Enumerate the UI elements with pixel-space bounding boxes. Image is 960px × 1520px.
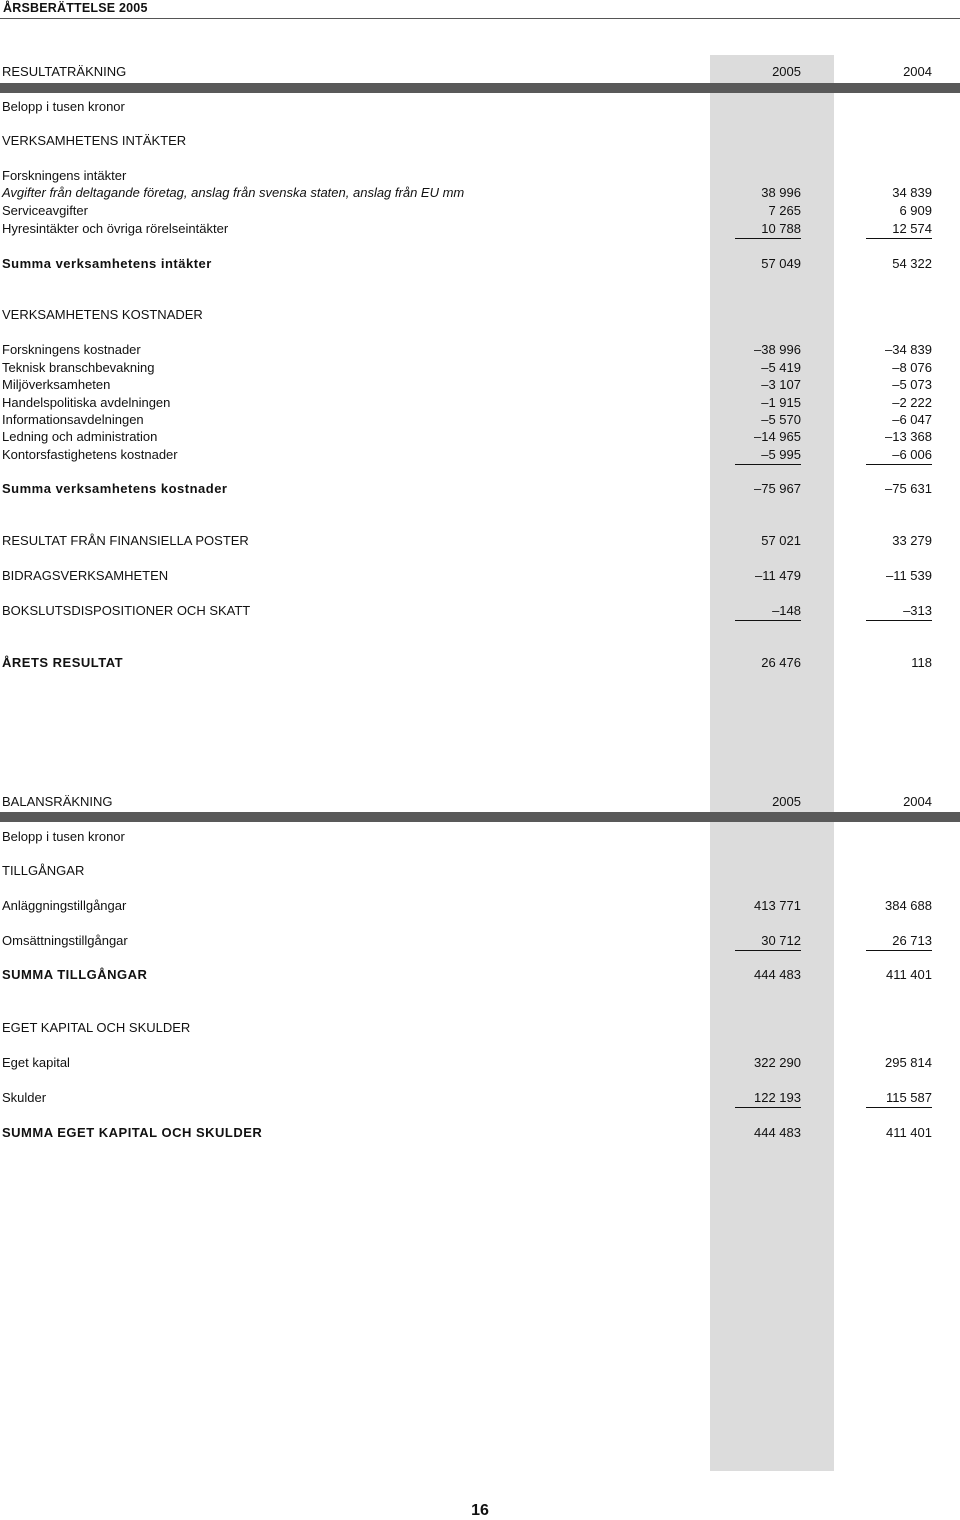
balance-unit-note: Belopp i tusen kronor <box>2 829 125 844</box>
row-label: Teknisk branschbevakning <box>2 360 155 375</box>
table-row <box>0 220 960 237</box>
subtotal-underline <box>866 464 932 465</box>
value-2004: 295 814 <box>885 1055 932 1070</box>
income-unit-note: Belopp i tusen kronor <box>2 99 125 114</box>
income-statement-title: RESULTATRÄKNING <box>2 64 127 79</box>
value-2005: 26 476 <box>761 655 801 670</box>
revenue-total-row <box>0 255 960 272</box>
row-label: RESULTAT FRÅN FINANSIELLA POSTER <box>2 533 249 548</box>
value-2005: 10 788 <box>761 221 801 236</box>
balance-unit-row <box>0 828 960 845</box>
value-2004: –34 839 <box>885 342 932 357</box>
income-statement-title-row <box>0 63 960 80</box>
cost-heading: VERKSAMHETENS KOSTNADER <box>2 307 203 322</box>
table-row <box>0 1054 960 1071</box>
cost-total-row <box>0 480 960 497</box>
income-header-bar <box>0 83 960 93</box>
value-2004: –11 539 <box>885 568 932 583</box>
balance-sheet-title-row <box>0 793 960 810</box>
value-2004: 6 909 <box>899 203 932 218</box>
value-2004: 115 587 <box>885 1090 932 1105</box>
value-2005: –3 107 <box>761 377 801 392</box>
value-2004: 54 322 <box>892 256 932 271</box>
row-label: ÅRETS RESULTAT <box>2 655 124 670</box>
assets-total-row <box>0 966 960 983</box>
value-2004: –6 006 <box>892 447 932 462</box>
row-label: Anläggningstillgångar <box>2 898 127 913</box>
value-2004: 34 839 <box>892 185 932 200</box>
table-row <box>0 428 960 445</box>
row-label: Informationsavdelningen <box>2 412 144 427</box>
subtotal-underline <box>866 1107 932 1108</box>
balance-year-2004: 2004 <box>903 794 932 809</box>
assets-heading-row <box>0 862 960 879</box>
value-2005: 122 193 <box>754 1090 801 1105</box>
value-2004: 384 688 <box>885 898 932 913</box>
value-2004: 12 574 <box>892 221 932 236</box>
research-income-label: Forskningens intäkter <box>2 168 127 183</box>
table-row <box>0 1089 960 1106</box>
revenue-heading-row <box>0 132 960 149</box>
value-2004: 33 279 <box>892 533 932 548</box>
table-row <box>0 341 960 358</box>
value-2004: –8 076 <box>892 360 932 375</box>
table-row <box>0 184 960 201</box>
value-2004: –5 073 <box>892 377 932 392</box>
subtotal-underline <box>866 238 932 239</box>
value-2005: 57 021 <box>761 533 801 548</box>
value-2004: –2 222 <box>892 395 932 410</box>
report-header: ÅRSBERÄTTELSE 2005 <box>3 1 148 15</box>
table-row <box>0 376 960 393</box>
row-label: Miljöverksamheten <box>2 377 111 392</box>
income-year-2005: 2005 <box>772 64 801 79</box>
value-2005: 57 049 <box>761 256 801 271</box>
appropriations-row <box>0 602 960 619</box>
subtotal-underline <box>866 950 932 951</box>
row-label: BIDRAGSVERKSAMHETEN <box>2 568 169 583</box>
value-2004: –75 631 <box>885 481 932 496</box>
equity-heading-row <box>0 1019 960 1036</box>
value-2004: –13 368 <box>885 429 932 444</box>
income-year-2004: 2004 <box>903 64 932 79</box>
table-row <box>0 932 960 949</box>
value-2005: –75 967 <box>754 481 801 496</box>
revenue-heading: VERKSAMHETENS INTÄKTER <box>2 133 187 148</box>
subtotal-underline <box>735 464 801 465</box>
research-income-row <box>0 167 960 184</box>
row-label: Avgifter från deltagande företag, anslag från svenska staten, anslag från EU mm <box>2 185 465 200</box>
value-2005: 30 712 <box>761 933 801 948</box>
row-label: Kontorsfastighetens kostnader <box>2 447 178 462</box>
row-label: Forskningens kostnader <box>2 342 141 357</box>
value-2005: –38 996 <box>754 342 801 357</box>
row-label: Handelspolitiska avdelningen <box>2 395 171 410</box>
value-2004: 26 713 <box>892 933 932 948</box>
subtotal-underline <box>735 950 801 951</box>
subtotal-underline <box>735 1107 801 1108</box>
equity-liabilities-total-row <box>0 1124 960 1141</box>
value-2004: –313 <box>903 603 932 618</box>
annual-result-row <box>0 654 960 671</box>
value-2005: –11 479 <box>754 568 801 583</box>
row-label: Serviceavgifter <box>2 203 88 218</box>
value-2005: –148 <box>772 603 801 618</box>
value-2005: –1 915 <box>761 395 801 410</box>
header-divider <box>0 18 960 19</box>
value-2005: 413 771 <box>754 898 801 913</box>
value-2005: –5 995 <box>761 447 801 462</box>
row-label: Ledning och administration <box>2 429 158 444</box>
subtotal-underline <box>866 620 932 621</box>
table-row <box>0 359 960 376</box>
row-label: Omsättningstillgångar <box>2 933 128 948</box>
assets-heading: TILLGÅNGAR <box>2 863 85 878</box>
value-2005: 444 483 <box>754 967 801 982</box>
row-label: Summa verksamhetens intäkter <box>2 256 212 271</box>
subtotal-underline <box>735 620 801 621</box>
row-label: Skulder <box>2 1090 47 1105</box>
row-label: Eget kapital <box>2 1055 70 1070</box>
value-2005: 444 483 <box>754 1125 801 1140</box>
value-2004: 411 401 <box>885 1125 932 1140</box>
value-2005: –5 570 <box>761 412 801 427</box>
subtotal-underline <box>735 238 801 239</box>
row-label: SUMMA EGET KAPITAL OCH SKULDER <box>2 1125 263 1140</box>
cost-heading-row <box>0 306 960 323</box>
value-2004: 118 <box>911 655 932 670</box>
value-2005: 38 996 <box>761 185 801 200</box>
table-row <box>0 446 960 463</box>
table-row <box>0 897 960 914</box>
table-row <box>0 202 960 219</box>
value-2005: 7 265 <box>768 203 801 218</box>
table-row <box>0 411 960 428</box>
value-2005: –14 965 <box>754 429 801 444</box>
balance-sheet-title: BALANSRÄKNING <box>2 794 113 809</box>
page-number: 16 <box>471 1502 489 1519</box>
row-label: Hyresintäkter och övriga rörelseintäkter <box>2 221 229 236</box>
row-label: Summa verksamhetens kostnader <box>2 481 228 496</box>
equity-heading: EGET KAPITAL OCH SKULDER <box>2 1020 191 1035</box>
value-2004: 411 401 <box>885 967 932 982</box>
contribution-row <box>0 567 960 584</box>
row-label: SUMMA TILLGÅNGAR <box>2 967 148 982</box>
value-2004: –6 047 <box>892 412 932 427</box>
balance-year-2005: 2005 <box>772 794 801 809</box>
income-unit-row <box>0 98 960 115</box>
financial-items-row <box>0 532 960 549</box>
balance-header-bar <box>0 812 960 822</box>
value-2005: 322 290 <box>754 1055 801 1070</box>
value-2005: –5 419 <box>761 360 801 375</box>
table-row <box>0 394 960 411</box>
row-label: BOKSLUTSDISPOSITIONER OCH SKATT <box>2 603 251 618</box>
